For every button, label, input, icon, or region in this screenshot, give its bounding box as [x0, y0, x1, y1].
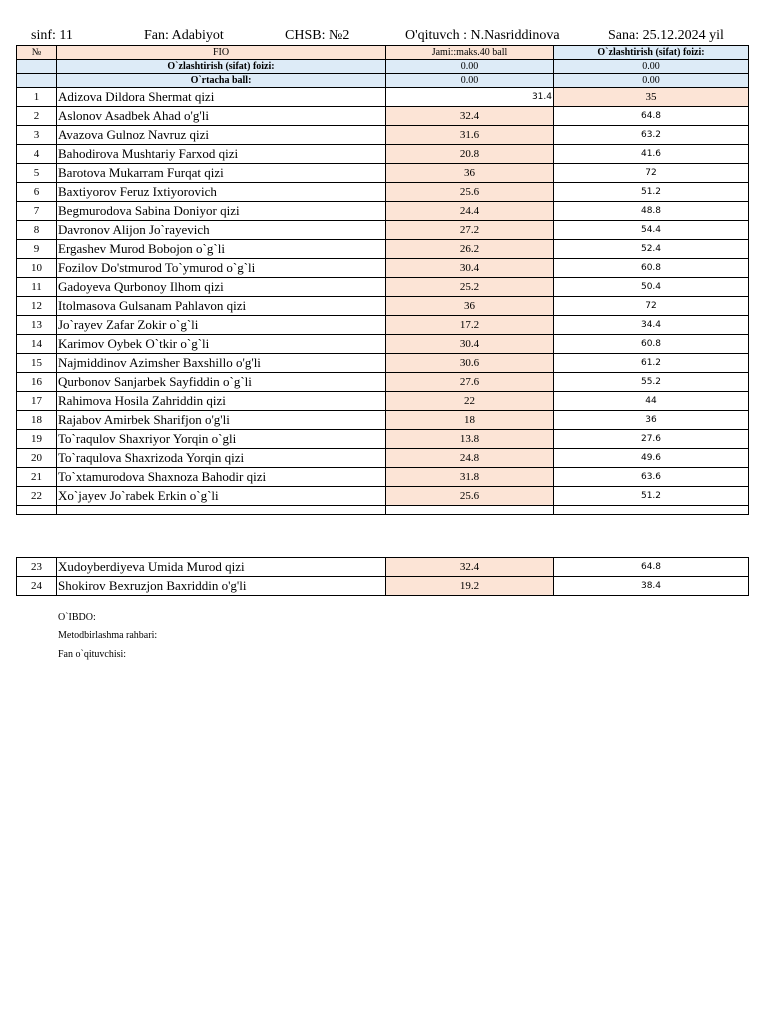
score-cell: 18	[386, 411, 554, 430]
percent-cell: 52.4	[554, 240, 749, 259]
summary-row-average	[17, 74, 749, 88]
grades-table	[16, 45, 749, 515]
percent-cell: 72	[554, 164, 749, 183]
table-row	[17, 449, 749, 468]
summary-percent: 0.00	[554, 74, 749, 88]
table-row	[17, 164, 749, 183]
grades-table-continued	[16, 557, 749, 596]
footer-methodology-head-label: Metodbirlashma rahbari:	[58, 630, 158, 641]
empty-cell	[554, 506, 749, 515]
student-name: Avazova Gulnoz Navruz qizi	[57, 126, 386, 145]
row-number: 24	[17, 577, 57, 596]
student-name: Itolmasova Gulsanam Pahlavon qizi	[57, 297, 386, 316]
student-name: Jo`rayev Zafar Zokir o`g`li	[57, 316, 386, 335]
table-row	[17, 88, 749, 107]
column-header-score: Jami::maks.40 ball	[386, 46, 554, 60]
percent-cell: 50.4	[554, 278, 749, 297]
row-number: 1	[17, 88, 57, 107]
table-row	[17, 487, 749, 506]
row-number: 14	[17, 335, 57, 354]
score-cell: 17.2	[386, 316, 554, 335]
score-cell: 31.4	[386, 88, 554, 107]
score-cell: 30.4	[386, 335, 554, 354]
percent-cell: 63.6	[554, 468, 749, 487]
percent-cell: 72	[554, 297, 749, 316]
row-number: 6	[17, 183, 57, 202]
student-name: Baxtiyorov Feruz Ixtiyorovich	[57, 183, 386, 202]
score-cell: 24.8	[386, 449, 554, 468]
student-name: Barotova Mukarram Furqat qizi	[57, 164, 386, 183]
row-number: 7	[17, 202, 57, 221]
row-number: 23	[17, 558, 57, 577]
percent-cell: 55.2	[554, 373, 749, 392]
student-name: Rahimova Hosila Zahriddin qizi	[57, 392, 386, 411]
student-name: Gadoyeva Qurbonoy Ilhom qizi	[57, 278, 386, 297]
row-number: 12	[17, 297, 57, 316]
table-row	[17, 430, 749, 449]
table-row	[17, 278, 749, 297]
date-label: Sana: 25.12.2024 yil	[608, 28, 724, 43]
table-header-row	[17, 46, 749, 60]
class-label: sinf: 11	[31, 28, 73, 43]
score-cell: 27.2	[386, 221, 554, 240]
table-row	[17, 202, 749, 221]
score-cell: 30.4	[386, 259, 554, 278]
score-cell: 26.2	[386, 240, 554, 259]
score-cell: 32.4	[386, 558, 554, 577]
footer-obdo-label: O`IBDO:	[58, 612, 96, 623]
percent-cell: 60.8	[554, 335, 749, 354]
table-row	[17, 107, 749, 126]
score-cell: 19.2	[386, 577, 554, 596]
row-number: 18	[17, 411, 57, 430]
student-name: Rajabov Amirbek Sharifjon o'g'li	[57, 411, 386, 430]
score-cell: 36	[386, 297, 554, 316]
student-name: Shokirov Bexruzjon Baxriddin o'g'li	[57, 577, 386, 596]
table-row	[17, 392, 749, 411]
row-number: 9	[17, 240, 57, 259]
row-number: 2	[17, 107, 57, 126]
score-cell: 24.4	[386, 202, 554, 221]
footer-subject-teacher-label: Fan o`qituvchisi:	[58, 649, 127, 660]
table-row	[17, 297, 749, 316]
student-name: To`raqulov Shaxriyor Yorqin o`gli	[57, 430, 386, 449]
score-cell: 36	[386, 164, 554, 183]
student-name: Aslonov Asadbek Ahad o'g'li	[57, 107, 386, 126]
table-row	[17, 558, 749, 577]
table-row	[17, 354, 749, 373]
percent-cell: 61.2	[554, 354, 749, 373]
score-cell: 32.4	[386, 107, 554, 126]
student-name: To`xtamurodova Shaxnoza Bahodir qizi	[57, 468, 386, 487]
score-cell: 31.8	[386, 468, 554, 487]
row-number: 5	[17, 164, 57, 183]
percent-cell: 54.4	[554, 221, 749, 240]
summary-label: O`rtacha ball:	[57, 74, 386, 88]
score-cell: 13.8	[386, 430, 554, 449]
percent-cell: 63.2	[554, 126, 749, 145]
subject-label: Fan: Adabiyot	[144, 28, 224, 43]
percent-cell: 64.8	[554, 107, 749, 126]
row-number: 17	[17, 392, 57, 411]
table-row	[17, 126, 749, 145]
column-header-number: №	[17, 46, 57, 60]
summary-score: 0.00	[386, 74, 554, 88]
row-number: 3	[17, 126, 57, 145]
row-number: 15	[17, 354, 57, 373]
summary-label: O`zlashtirish (sifat) foizi:	[57, 60, 386, 74]
percent-cell: 34.4	[554, 316, 749, 335]
teacher-label: O'qituvch : N.Nasriddinova	[405, 28, 560, 43]
row-number: 13	[17, 316, 57, 335]
summary-score: 0.00	[386, 60, 554, 74]
percent-cell: 51.2	[554, 183, 749, 202]
table-row	[17, 468, 749, 487]
table-row	[17, 411, 749, 430]
summary-number-cell	[17, 74, 57, 88]
table-row	[17, 335, 749, 354]
student-name: Qurbonov Sanjarbek Sayfiddin o`g`li	[57, 373, 386, 392]
score-cell: 20.8	[386, 145, 554, 164]
row-number: 20	[17, 449, 57, 468]
student-name: Xudoyberdiyeva Umida Murod qizi	[57, 558, 386, 577]
row-number: 21	[17, 468, 57, 487]
table-row	[17, 240, 749, 259]
student-name: Najmiddinov Azimsher Baxshillo o'g'li	[57, 354, 386, 373]
empty-cell	[17, 506, 57, 515]
percent-cell: 48.8	[554, 202, 749, 221]
chsb-label: CHSB: №2	[285, 28, 350, 43]
empty-cell	[57, 506, 386, 515]
score-cell: 25.2	[386, 278, 554, 297]
row-number: 8	[17, 221, 57, 240]
score-cell: 30.6	[386, 354, 554, 373]
empty-row	[17, 506, 749, 515]
percent-cell: 44	[554, 392, 749, 411]
score-cell: 31.6	[386, 126, 554, 145]
percent-cell: 41.6	[554, 145, 749, 164]
percent-cell: 64.8	[554, 558, 749, 577]
student-name: Begmurodova Sabina Doniyor qizi	[57, 202, 386, 221]
student-name: Fozilov Do'stmurod To`ymurod o`g`li	[57, 259, 386, 278]
row-number: 4	[17, 145, 57, 164]
percent-cell: 36	[554, 411, 749, 430]
column-header-percent: O`zlashtirish (sifat) foizi:	[554, 46, 749, 60]
percent-cell: 49.6	[554, 449, 749, 468]
table-row	[17, 145, 749, 164]
score-cell: 27.6	[386, 373, 554, 392]
percent-cell: 27.6	[554, 430, 749, 449]
row-number: 10	[17, 259, 57, 278]
score-cell: 22	[386, 392, 554, 411]
table-row	[17, 183, 749, 202]
percent-cell: 51.2	[554, 487, 749, 506]
row-number: 22	[17, 487, 57, 506]
table-row	[17, 577, 749, 596]
student-name: Karimov Oybek O`tkir o`g`li	[57, 335, 386, 354]
percent-cell: 38.4	[554, 577, 749, 596]
student-name: To`raqulova Shaxrizoda Yorqin qizi	[57, 449, 386, 468]
table-row	[17, 316, 749, 335]
row-number: 19	[17, 430, 57, 449]
score-cell: 25.6	[386, 183, 554, 202]
student-name: Adizova Dildora Shermat qizi	[57, 88, 386, 107]
student-name: Bahodirova Mushtariy Farxod qizi	[57, 145, 386, 164]
summary-number-cell	[17, 60, 57, 74]
row-number: 11	[17, 278, 57, 297]
column-header-fio: FIO	[57, 46, 386, 60]
percent-cell: 60.8	[554, 259, 749, 278]
student-name: Xo`jayev Jo`rabek Erkin o`g`li	[57, 487, 386, 506]
student-name: Ergashev Murod Bobojon o`g`li	[57, 240, 386, 259]
summary-percent: 0.00	[554, 60, 749, 74]
table-row	[17, 373, 749, 392]
percent-cell: 35	[554, 88, 749, 107]
empty-cell	[386, 506, 554, 515]
score-cell: 25.6	[386, 487, 554, 506]
table-row	[17, 259, 749, 278]
row-number: 16	[17, 373, 57, 392]
table-row	[17, 221, 749, 240]
student-name: Davronov Alijon Jo`rayevich	[57, 221, 386, 240]
summary-row-quality	[17, 60, 749, 74]
